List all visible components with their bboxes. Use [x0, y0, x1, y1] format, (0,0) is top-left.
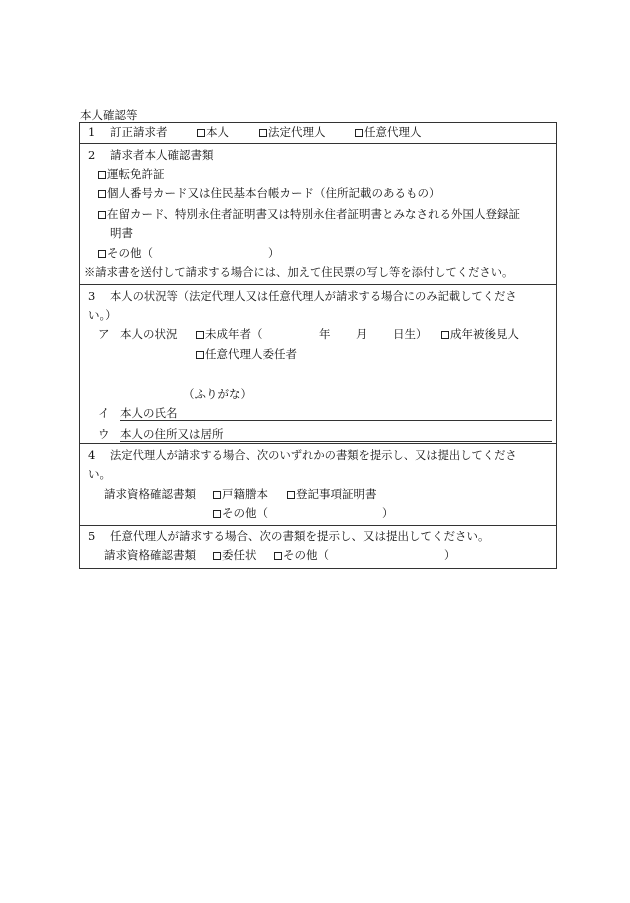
section-3-number: 3	[88, 289, 96, 303]
section-1-title: 訂正請求者	[110, 125, 168, 139]
identity-verification-form	[79, 122, 557, 569]
divider	[80, 525, 556, 526]
principal-address-field[interactable]	[120, 441, 552, 442]
item-a-marker: ア	[98, 327, 110, 341]
checkbox-icon	[197, 129, 205, 137]
checkbox-voluntary-agent[interactable]: 任意代理人	[355, 125, 422, 140]
checkbox-icon	[213, 491, 221, 499]
section-5-number: 5	[88, 529, 96, 543]
checkbox-icon	[98, 211, 106, 219]
checkbox-adult-ward[interactable]: 成年被後見人	[441, 327, 519, 342]
item-i-marker: イ	[98, 406, 110, 420]
checkbox-my-number-card[interactable]: 個人番号カード又は住民基本台帳カード（住所記載のあるもの）	[98, 186, 441, 201]
other-close-paren: ）	[268, 246, 280, 260]
section-4-document-label: 請求資格確認書類	[104, 487, 196, 501]
checkbox-residence-card[interactable]: 在留カード、特別永住者証明書又は特別永住者証明書とみなされる外国人登録証	[98, 207, 520, 222]
section-5-title: 任意代理人が請求する場合、次の書類を提示し、又は提出してください。	[110, 529, 490, 543]
checkbox-drivers-license[interactable]: 運転免許証	[98, 167, 165, 182]
divider	[80, 143, 556, 144]
checkbox-self[interactable]: 本人	[197, 125, 229, 140]
birth-day-unit: 日生）	[393, 327, 428, 341]
checkbox-icon	[355, 129, 363, 137]
section-2-title: 請求者本人確認書類	[110, 148, 214, 162]
principal-address-label: 本人の住所又は居所	[120, 427, 224, 441]
divider	[80, 443, 556, 444]
mail-request-note: ※請求書を送付して請求する場合には、加えて住民票の写し等を添付してください。	[84, 266, 514, 279]
page-heading: 本人確認等	[80, 108, 138, 122]
checkbox-icon	[196, 331, 204, 339]
principal-name-label: 本人の氏名	[120, 406, 178, 420]
section-5-other-close-paren: ）	[444, 548, 456, 562]
checkbox-icon	[259, 129, 267, 137]
section-2-number: 2	[88, 148, 96, 162]
birth-year-unit: 年	[319, 327, 331, 341]
checkbox-icon	[98, 190, 106, 198]
section-3-title: 本人の状況等（法定代理人又は任意代理人が請求する場合にのみ記載してくださ	[110, 290, 517, 303]
section-3-title-continuation: い。）	[88, 308, 117, 322]
checkbox-icon	[98, 171, 106, 179]
checkbox-icon	[98, 250, 106, 258]
section-4-number: 4	[88, 448, 96, 462]
checkbox-icon	[274, 552, 282, 560]
checkbox-section-5-other[interactable]: その他（	[274, 548, 329, 563]
checkbox-icon	[287, 491, 295, 499]
checkbox-family-register[interactable]: 戸籍謄本	[213, 487, 268, 502]
checkbox-power-of-attorney[interactable]: 委任状	[213, 548, 257, 563]
checkbox-icon	[213, 510, 221, 518]
checkbox-section-4-other[interactable]: その他（	[213, 506, 268, 521]
checkbox-icon	[196, 351, 204, 359]
checkbox-legal-representative[interactable]: 法定代理人	[259, 125, 326, 140]
section-4-title: 法定代理人が請求する場合、次のいずれかの書類を提示し、又は提出してくださ	[110, 449, 517, 462]
birth-month-unit: 月	[356, 327, 368, 341]
checkbox-other-document[interactable]: その他（	[98, 246, 153, 261]
principal-status-label: 本人の状況	[120, 327, 178, 341]
section-5-document-label: 請求資格確認書類	[104, 548, 196, 562]
checkbox-voluntary-delegator[interactable]: 任意代理人委任者	[196, 347, 297, 362]
section-4-other-close-paren: ）	[382, 506, 394, 520]
section-1-number: 1	[88, 125, 96, 139]
residence-card-continuation: 明書	[110, 226, 133, 240]
divider	[80, 284, 556, 285]
furigana-label: （ふりがな）	[183, 387, 252, 401]
item-u-marker: ウ	[98, 427, 110, 441]
principal-name-field[interactable]	[120, 420, 552, 421]
checkbox-icon	[441, 331, 449, 339]
section-4-title-continuation: い。	[88, 467, 111, 481]
checkbox-minor[interactable]: 未成年者（	[196, 327, 263, 342]
checkbox-registry-certificate[interactable]: 登記事項証明書	[287, 487, 377, 502]
checkbox-icon	[213, 552, 221, 560]
